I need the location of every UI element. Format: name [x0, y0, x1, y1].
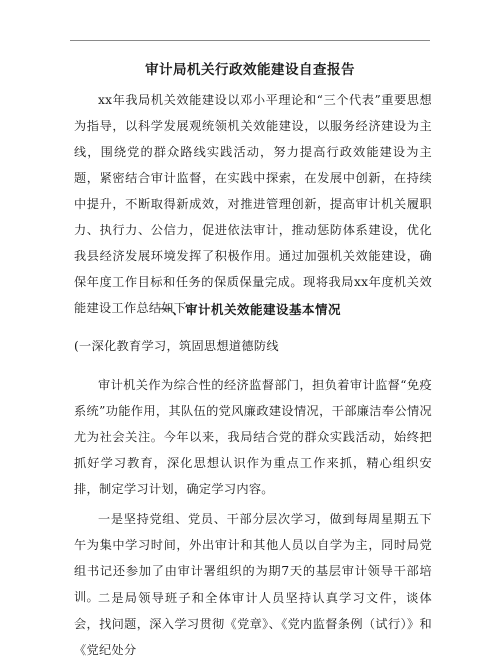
header-rule	[70, 40, 430, 41]
body-paragraph-1: 审计机关作为综合性的经济监督部门，担负着审计监督“免疫系统”功能作用，其队伍的党风廉政建设情况，干部廉洁奉公情况尤为社会关注。今年以来，我局结合党的群众实践活动，始终把抓好学习教育，深化思想认识作为重点工作来抓，精心组织安排，制定学习计划，确定学习内容。	[74, 378, 432, 496]
body-paragraph-3: 二是局领导班子和全体审计人员坚持认真学习文件，谈体会，找问题，深入学习贯彻《党章》、《党内监督条例（试行）》和《党纪处分	[74, 591, 432, 657]
document-title: 审计局机关行政效能建设自查报告	[145, 62, 355, 78]
section-heading: 一、审计机关效能建设基本情况	[158, 302, 341, 317]
subsection-heading: (一深化教育学习，筑固思想道德防线	[74, 339, 279, 353]
intro-paragraph: xx年我局机关效能建设以邓小平理论和“三个代表”重要思想为指导，以科学发展观统领机关效能建设，以服务经济建设为主线，围绕党的群众路线实践活动，努力提高行政效能建设为主题，紧密结合审计监督，在实践中探索，在发展中创新，在持续中提升，不断取得新成效，对推进管理创新，提高审计机关履职力、执行力、公信力，促进依法审计，推动惩防体系建设，优化我县经济发展环境发挥了积极作用。通过加强机关效能建设，确保年度工作目标和任务的保质保量完成。现将我局xx年度机关效能建设工作总结如下：	[74, 93, 432, 315]
body-paragraph-2: 一是坚持党组、党员、干部分层次学习，做到每周星期五下午为集中学习时间，外出审计和其他人员以自学为主，同时局党组书记还参加了由审计署组织的为期7天的基层审计领导干部培训。	[74, 512, 432, 604]
